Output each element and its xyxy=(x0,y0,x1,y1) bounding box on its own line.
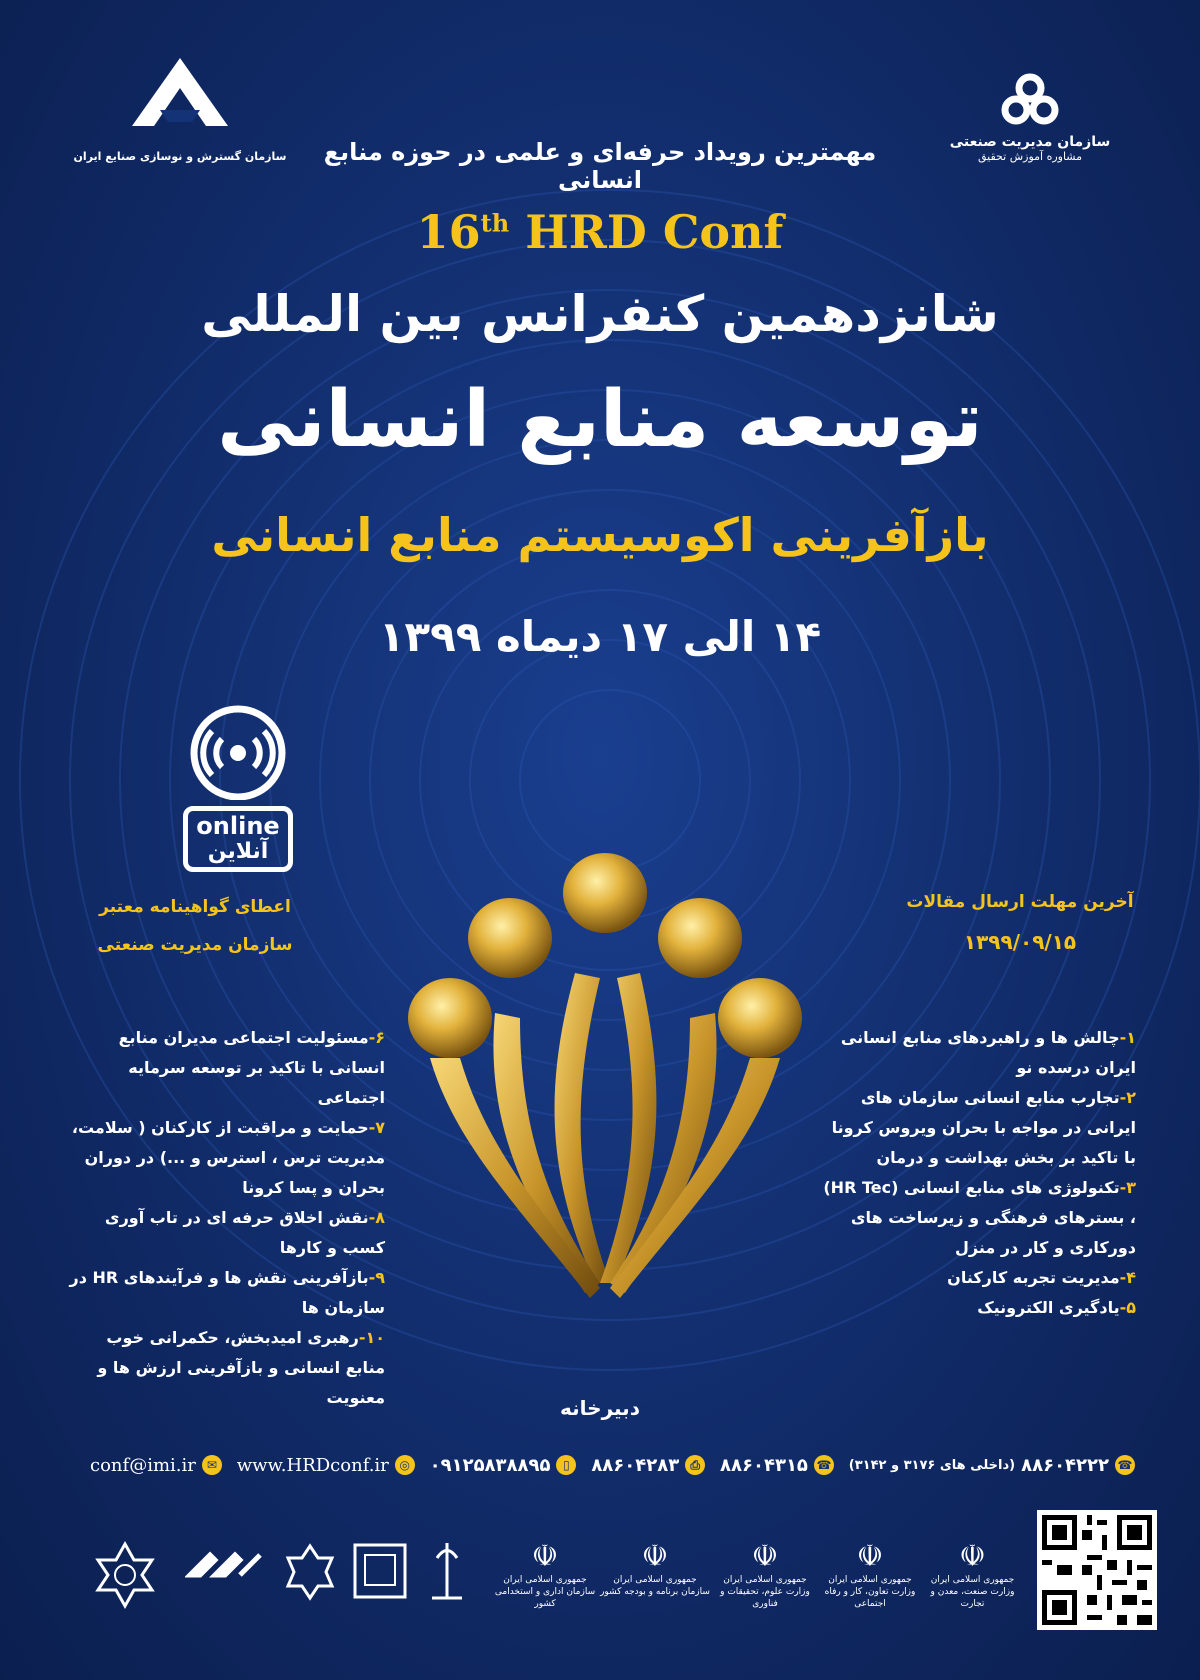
conference-theme: بازآفرینی اکوسیستم منابع انسانی xyxy=(211,508,989,562)
topic-item xyxy=(65,1113,385,1203)
qr-code[interactable] xyxy=(1037,1510,1157,1630)
phone-secondary-number: ۸۸۶۰۴۳۱۵ xyxy=(720,1454,808,1476)
sponsor-logo xyxy=(600,1540,710,1598)
event-tagline: مهمترین رویداد حرفه‌ای و علمی در حوزه منابع انسانی xyxy=(323,138,877,194)
globe-icon: ◎ xyxy=(395,1455,415,1475)
topic-item xyxy=(65,1263,385,1323)
conference-dates: ۱۴ الی ۱۷ دیماه ۱۳۹۹ xyxy=(378,612,822,661)
igdmi-logo xyxy=(60,50,300,180)
online-badge xyxy=(178,705,298,870)
sponsor-line1: جمهوری اسلامی ایران xyxy=(828,1575,912,1585)
fax-icon: ⎙ xyxy=(685,1455,705,1475)
igdmi-name: سازمان گسترش و نوسازی صنایع ایران xyxy=(73,150,287,163)
sponsor-line2: سازمان برنامه و بودجه کشور xyxy=(600,1587,710,1597)
topic-text: حمایت و مراقبت از کارکنان ( سلامت، مدیریت ترس ، استرس و ...) در دوران بحران و پسا کرونا xyxy=(71,1118,385,1197)
topic-text: مسئولیت اجتماعی مدیران منابع انسانی با تاکید بر توسعه سرمایه اجتماعی xyxy=(118,1028,385,1107)
sponsor-logo xyxy=(490,1540,600,1610)
qr-code-icon xyxy=(1037,1510,1157,1630)
topic-number: ۶- xyxy=(368,1028,385,1047)
phone-icon: ☎ xyxy=(814,1455,834,1475)
mobile-number: ۰۹۱۲۵۸۳۸۸۹۵ xyxy=(429,1454,551,1476)
iran-emblem-icon: ☫ xyxy=(856,1539,884,1574)
mobile-icon: ▯ xyxy=(556,1455,576,1475)
conference-english-title xyxy=(0,205,1200,259)
topics-left-list xyxy=(65,1023,385,1413)
website-url: www.HRDconf.ir xyxy=(236,1454,389,1476)
phone-main-number: ۸۸۶۰۴۲۲۲ xyxy=(1021,1454,1109,1476)
university-logo-1 xyxy=(280,1542,340,1602)
topic-item xyxy=(818,1083,1136,1173)
sponsor-line2: وزارت صنعت، معدن و تجارت xyxy=(930,1587,1015,1609)
topic-number: ۱۰- xyxy=(358,1328,385,1347)
topic-text: بازآفرینی نقش ها و فرآیندهای HR در سازمان ها xyxy=(69,1268,385,1317)
sponsor-logo xyxy=(710,1540,820,1610)
topic-item xyxy=(818,1293,1136,1323)
contact-phone-main[interactable] xyxy=(849,1455,1135,1476)
gold-emblem-icon xyxy=(395,843,815,1323)
topic-item xyxy=(65,1023,385,1113)
contact-bar xyxy=(90,1450,1135,1480)
iran-emblem-icon: ☫ xyxy=(751,1539,779,1574)
imi-name: سازمان مدیریت صنعتی xyxy=(949,134,1111,150)
topic-number: ۲- xyxy=(1119,1088,1136,1107)
sponsor-line2: وزارت تعاون، کار و رفاه اجتماعی xyxy=(824,1587,916,1609)
sponsor-logo xyxy=(820,1540,920,1610)
topic-text: تکنولوژی های منابع انسانی (HR Tec) ، بسترهای فرهنگی و زیرساخت های دورکاری و کار در منزل xyxy=(823,1178,1136,1257)
deadline-label: آخرین مهلت ارسال مقالات xyxy=(906,892,1134,912)
topic-item xyxy=(818,1023,1136,1083)
sponsor-line1: جمهوری اسلامی ایران xyxy=(930,1575,1015,1585)
certificate-line1: اعطای گواهینامه معتبر xyxy=(99,897,291,917)
contact-fax[interactable] xyxy=(591,1455,705,1476)
university-logo-2 xyxy=(350,1540,410,1602)
topic-item xyxy=(65,1203,385,1263)
conference-title-line1: شانزدهمین کنفرانس بین المللی xyxy=(201,285,999,343)
imi-emblem-icon xyxy=(920,70,1140,130)
imi-subtitle: مشاوره آموزش تحقیق xyxy=(977,150,1083,163)
topic-text: مدیریت تجربه کارکنان xyxy=(947,1268,1120,1287)
sponsor-line1: جمهوری اسلامی ایران xyxy=(613,1575,697,1585)
topic-number: ۴- xyxy=(1119,1268,1136,1287)
contact-email[interactable] xyxy=(90,1455,222,1476)
contact-website[interactable] xyxy=(237,1455,415,1476)
topic-number: ۹- xyxy=(368,1268,385,1287)
contact-mobile[interactable] xyxy=(430,1455,577,1476)
phone-icon: ☎ xyxy=(1115,1455,1135,1475)
topic-text: یادگیری الکترونیک xyxy=(977,1298,1120,1317)
topic-text: رهبری امیدبخش، حکمرانی خوب منابع انسانی و بازآفرینی ارزش ها و معنویت xyxy=(97,1328,385,1407)
topic-number: ۳- xyxy=(1119,1178,1136,1197)
imi-logo xyxy=(920,70,1140,180)
topic-text: چالش ها و راهبردهای منابع انسانی ایران درسده نو xyxy=(840,1028,1136,1077)
topic-item xyxy=(818,1263,1136,1293)
topic-item xyxy=(818,1173,1136,1263)
igdmi-emblem-icon xyxy=(60,50,300,140)
email-icon: ✉ xyxy=(202,1455,222,1475)
online-label-fa: آنلاین xyxy=(207,839,269,864)
sponsor-line2: وزارت علوم، تحقیقات و فناوری xyxy=(720,1587,810,1609)
sponsor-logo xyxy=(920,1540,1025,1610)
broadcast-icon xyxy=(178,705,298,800)
university-logo-3 xyxy=(422,1538,472,1603)
conference-acronym: HRD Conf xyxy=(509,205,784,259)
topic-text: تجارب منابع انسانی سازمان های ایرانی در مواجه با بحران ویروس کرونا با تاکید بر بخش بهداشت و درمان xyxy=(831,1088,1136,1167)
online-label-box xyxy=(183,806,293,872)
iran-emblem-icon: ☫ xyxy=(531,1539,559,1574)
conference-number: 16 xyxy=(416,205,481,259)
topic-text: نقش اخلاق حرفه ای در تاب آوری کسب و کارها xyxy=(104,1208,385,1257)
hr-association-logo xyxy=(185,1545,265,1600)
topic-number: ۱- xyxy=(1119,1028,1136,1047)
sponsor-line1: جمهوری اسلامی ایران xyxy=(723,1575,807,1585)
sponsor-line1: جمهوری اسلامی ایران xyxy=(503,1575,587,1585)
secretariat-heading: دبیرخانه xyxy=(560,1396,640,1420)
iran-emblem-icon: ☫ xyxy=(641,1539,669,1574)
certificate-line2: سازمان مدیریت صنعتی xyxy=(97,935,293,955)
topic-number: ۷- xyxy=(368,1118,385,1137)
tehran-municipality-logo xyxy=(90,1540,160,1610)
iran-emblem-icon: ☫ xyxy=(959,1539,986,1574)
conference-ordinal: th xyxy=(480,208,510,238)
sponsors-row xyxy=(60,1510,1140,1635)
online-label-en: online xyxy=(196,812,280,840)
deadline-date: ۱۳۹۹/۰۹/۱۵ xyxy=(963,930,1077,954)
sponsor-line2: سازمان اداری و استخدامی کشور xyxy=(494,1587,596,1609)
conference-title-line2: توسعه منابع انسانی xyxy=(217,375,983,465)
fax-number: ۸۸۶۰۴۲۸۳ xyxy=(591,1454,680,1476)
phone-extensions: (داخلی های ۳۱۷۶ و ۳۱۴۲) xyxy=(848,1457,1016,1473)
email-address: conf@imi.ir xyxy=(90,1454,196,1476)
topic-number: ۵- xyxy=(1119,1298,1136,1317)
topic-number: ۸- xyxy=(368,1208,385,1227)
topics-right-list xyxy=(818,1023,1136,1323)
contact-phone-secondary[interactable] xyxy=(720,1455,834,1476)
